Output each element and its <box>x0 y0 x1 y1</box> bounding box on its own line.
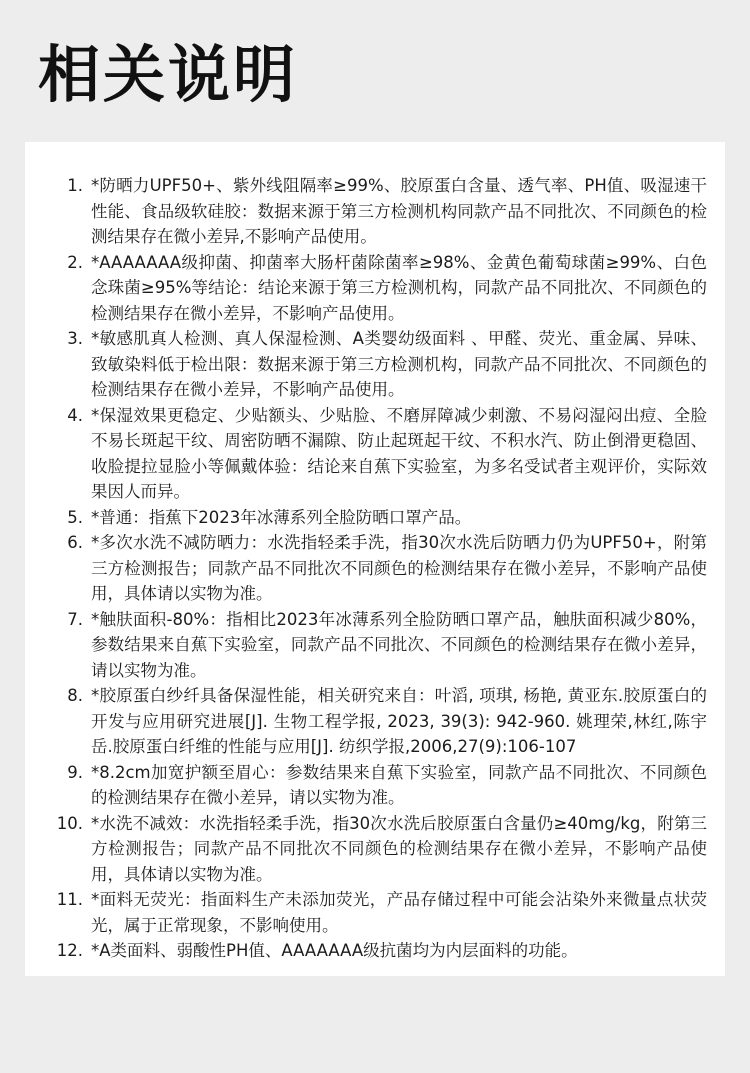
note-item <box>33 760 707 811</box>
note-number: 2. <box>67 252 83 272</box>
note-item <box>33 173 707 250</box>
note-item <box>33 887 707 938</box>
note-text: *面料无荧光：指面料生产未添加荧光，产品存储过程中可能会沾染外来微量点状荧光，属于正常现象，不影响使用。 <box>91 890 707 935</box>
note-text: *8.2cm加宽护额至眉心：参数结果来自蕉下实验室，同款产品不同批次、不同颜色的检测结果存在微小差异，请以实物为准。 <box>91 762 707 807</box>
note-number: 1. <box>67 176 83 195</box>
note-text: *触肤面积-80%：指相比2023年冰薄系列全脸防晒口罩产品，触肤面积减少80%，参数结果来自蕉下实验室，同款产品不同批次、不同颜色的检测结果存在微小差异，请以实物为准。 <box>91 609 707 680</box>
note-item <box>33 505 707 531</box>
note-item <box>33 326 707 403</box>
note-number: 12. <box>56 941 83 960</box>
note-item <box>33 530 707 607</box>
note-text: *保湿效果更稳定、少贴额头、少贴脸、不磨屏障减少刺激、不易闷湿闷出痘、全脸不易长斑起干纹、周密防晒不漏隙、防止起斑起干纹、不积水汽、防止倒滑更稳固、收脸提拉显脸小等佩戴体验：结论来自蕉下实验室，为多名受试者主观评价，实际效果因人而异。 <box>91 405 707 501</box>
note-text: *多次水洗不减防晒力：水洗指轻柔手洗，指30次水洗后防晒力仍为UPF50+，附第三方检测报告；同款产品不同批次不同颜色的检测结果存在微小差异，不影响产品使用，具体请以实物为准。 <box>91 533 707 603</box>
note-number: 11. <box>56 890 83 909</box>
note-item <box>33 607 707 684</box>
note-number: 8. <box>67 686 83 705</box>
note-number: 10. <box>56 813 83 833</box>
note-text: *防晒力UPF50+、紫外线阻隔率≥99%、胶原蛋白含量、透气率、PH值、吸湿速干性能、食品级软硅胶：数据来源于第三方检测机构同款产品不同批次、不同颜色的检测结果存在微小差异,不影响产品使用。 <box>91 176 707 246</box>
note-item <box>33 250 707 327</box>
note-item <box>33 683 707 760</box>
note-number: 3. <box>67 329 83 348</box>
note-number: 7. <box>67 609 83 629</box>
note-item <box>33 938 707 964</box>
note-number: 6. <box>67 533 83 552</box>
note-number: 9. <box>67 762 83 782</box>
notes-card <box>25 142 725 976</box>
note-text: *水洗不减效：水洗指轻柔手洗，指30次水洗后胶原蛋白含量仍≥40mg/kg，附第三方检测报告；同款产品不同批次不同颜色的检测结果存在微小差异，不影响产品使用，具体请以实物为准。 <box>91 813 707 884</box>
note-number: 5. <box>67 507 83 527</box>
note-text: *敏感肌真人检测、真人保湿检测、A类婴幼级面料 、甲醛、荧光、重金属、异味、致敏染料低于检出限：数据来源于第三方检测机构，同款产品不同批次、不同颜色的检测结果存在微小差异，不影响产品使用。 <box>91 329 707 399</box>
note-text: *普通：指蕉下2023年冰薄系列全脸防晒口罩产品。 <box>91 507 472 527</box>
note-number: 4. <box>67 405 83 425</box>
note-text: *A类面料、弱酸性PH值、AAAAAAA级抗菌均为内层面料的功能。 <box>91 941 578 960</box>
note-text: *胶原蛋白纱纤具备保湿性能，相关研究来自：叶滔, 项琪, 杨艳, 黄亚东.胶原蛋白的开发与应用研究进展[J]. 生物工程学报, 2023, 39(3): 942-960. 姚理荣,林红,陈宇岳.胶原蛋白纤维的性能与应用[J]. 纺织学报,2006,27(9):106-107 <box>91 686 707 756</box>
note-item <box>33 811 707 888</box>
note-item <box>33 403 707 505</box>
page-title: 相关说明 <box>38 38 299 111</box>
note-text: *AAAAAAA级抑菌、抑菌率大肠杆菌除菌率≥98%、金黄色葡萄球菌≥99%、白色念珠菌≥95%等结论：结论来源于第三方检测机构，同款产品不同批次、不同颜色的检测结果存在微小差异，不影响产品使用。 <box>91 252 707 323</box>
